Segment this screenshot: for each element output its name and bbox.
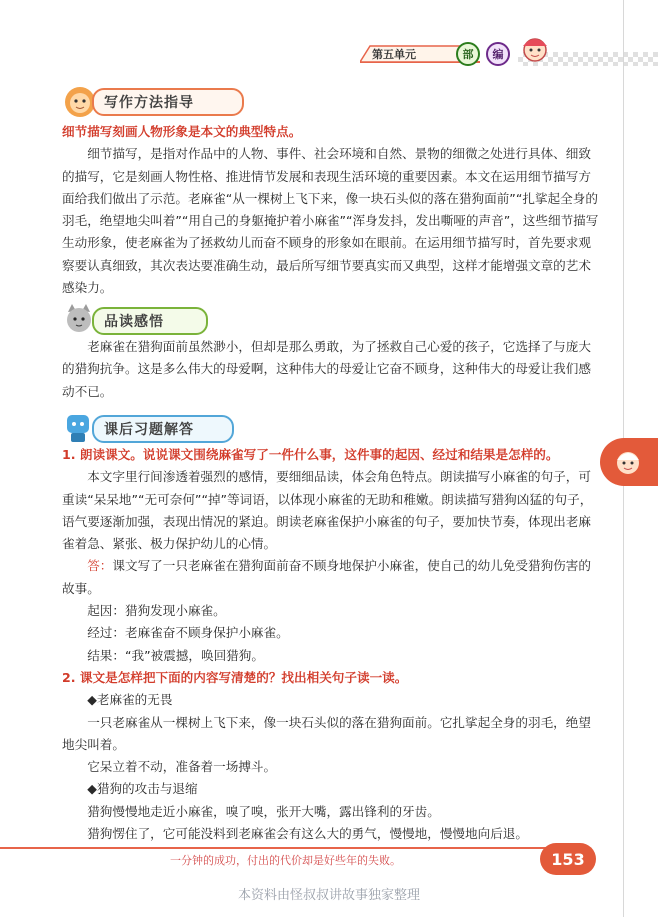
badge-bu: 部 — [456, 42, 480, 66]
badge-bian: 编 — [486, 42, 510, 66]
girl-face-icon — [612, 446, 644, 478]
q2-paragraph-4: 猎狗愣住了，它可能没料到老麻雀会有这么大的勇气，慢慢地，慢慢地向后退。 — [87, 826, 528, 842]
exercises-body — [62, 444, 602, 845]
cat-mascot-icon — [62, 302, 96, 336]
footer-divider — [0, 847, 560, 849]
robot-mascot-icon — [60, 409, 96, 445]
q1-cause: 起因：猎狗发现小麻雀。 — [87, 603, 226, 619]
writing-section-body — [62, 121, 602, 299]
side-tab — [600, 438, 658, 486]
section-title-reflection: 品读感悟 — [92, 307, 208, 335]
reflection-paragraph: 老麻雀在猎狗面前虽然渺小，但却是那么勇敢，为了拯救自己心爱的孩子，它选择了与庞大的猎狗抗争。这是多么伟大的母爱啊，这种伟大的母爱让它奋不顾身，这种伟大的母爱让我们感动不已。 — [62, 339, 591, 399]
q2-heading-attack: ◆猎狗的攻击与退缩 — [87, 781, 198, 797]
q2-paragraph-1: 一只老麻雀从一棵树上飞下来，像一块石头似的落在猎狗面前。它扎挲起全身的羽毛，绝望地尖叫着。 — [62, 714, 591, 752]
q2-paragraph-3: 猎狗慢慢地走近小麻雀，嗅了嗅，张开大嘴，露出锋利的牙齿。 — [87, 803, 440, 819]
q1-reading-guide: 本文字里行间渗透着强烈的感情，要细细品读，体会角色特点。朗读描写小麻雀的句子，可重读“呆呆地”“无可奈何”“掉”等词语，以体现小麻雀的无助和稚嫩。朗读描写猎狗凶猛的句子，语气要逐渐加强，表现出情况的紧迫。朗读老麻雀保护小麻雀的句子，要加快节奏，体现出老麻雀着急、紧张、极力保护幼儿的心情。 — [62, 469, 593, 552]
footer-motto: 一分钟的成功，付出的代价却是好些年的失败。 — [170, 854, 401, 867]
watermark-text: 本资料由怪叔叔讲故事独家整理 — [237, 888, 420, 903]
answer-label: 答： — [87, 558, 113, 574]
q2-paragraph-2: 它呆立着不动，准备着一场搏斗。 — [87, 759, 277, 775]
top-margin — [0, 0, 658, 44]
q2-heading-fearless: ◆老麻雀的无畏 — [87, 692, 173, 708]
writing-subtitle: 细节描写刻画人物形象是本文的典型特点。 — [62, 124, 302, 139]
answer-text: 课文写了一只老麻雀在猎狗面前奋不顾身地保护小麻雀，使自己的幼儿免受猎狗伤害的故事。 — [62, 558, 591, 596]
unit-label: 第五单元 — [372, 48, 416, 61]
section-title-writing: 写作方法指导 — [92, 88, 244, 116]
q1-result: 结果：“我”被震撼，唤回猎狗。 — [87, 647, 264, 663]
writing-paragraph: 细节描写，是指对作品中的人物、事件、社会环境和自然、景物的细微之处进行具体、细致的描写，它是刻画人物性格、推进情节发展和表现生活环境的重要因素。本文在运用细节描写方面给我们做出了示范。老麻雀“从一棵树上飞下来，像一块石头似的落在猎狗面前”“扎挲起全身的羽毛，绝望地尖叫着”“用自己的身躯掩护着小麻雀”“浑身发抖，发出嘶哑的声音”，这些细节描写生动形象，使老麻雀为了拯救幼儿而奋不顾身的形象如在眼前。在运用细节描写时，首先要求观察要认真细致，其次表达要准确生动，最后所写细节要真实而又典型，这样才能增强文章的艺术感染力。 — [62, 146, 599, 296]
q1-answer — [62, 555, 602, 600]
section-title-exercises: 课后习题解答 — [92, 415, 234, 443]
girl-mascot-icon — [515, 32, 555, 68]
q2-question: 2. 课文是怎样把下面的内容写清楚的？找出相关句子读一读。 — [62, 669, 408, 685]
q1-question: 1. 朗读课文。说说课文围绕麻雀写了一件什么事，这件事的起因、经过和结果是怎样的。 — [62, 447, 559, 462]
q1-process: 经过：老麻雀奋不顾身保护小麻雀。 — [87, 625, 289, 641]
page-number: 153 — [540, 843, 596, 875]
